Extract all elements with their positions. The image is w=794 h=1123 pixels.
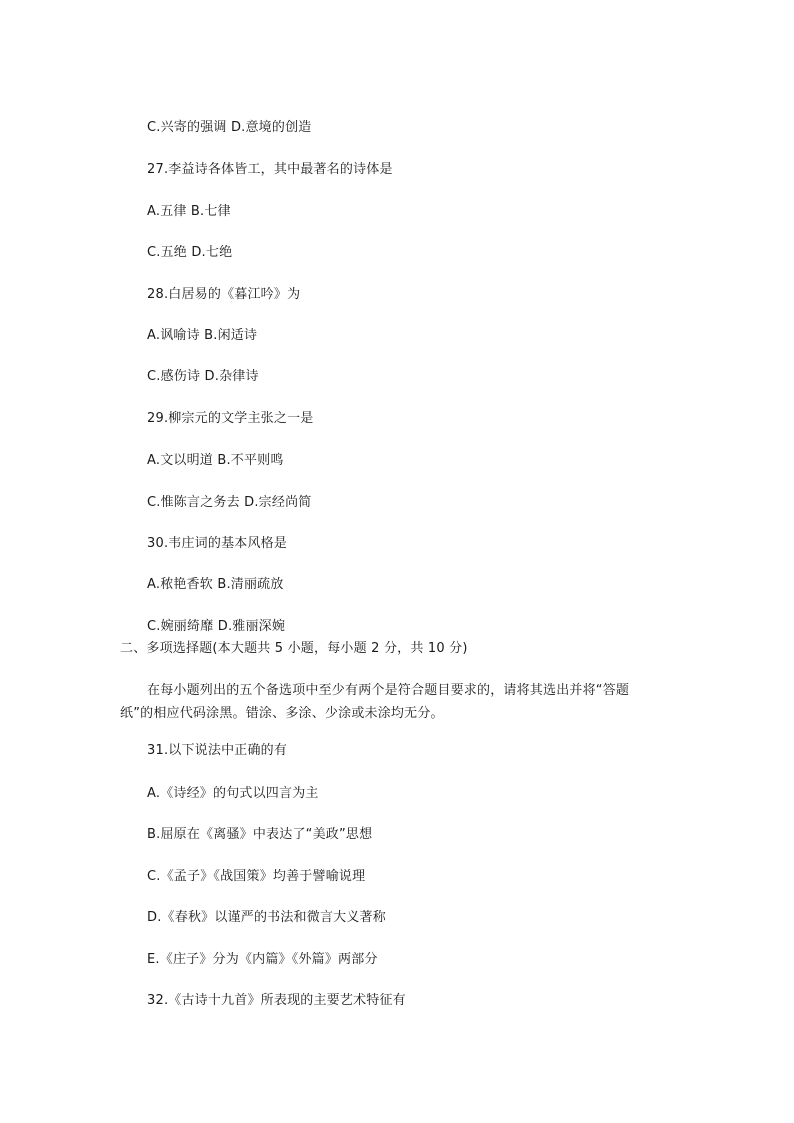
- option-line: A.讽喻诗 B.闲适诗: [147, 328, 258, 343]
- question-30: 30.韦庄词的基本风格是: [147, 536, 288, 551]
- option-line: D.《春秋》以谨严的书法和微言大义著称: [147, 910, 386, 925]
- question-28: 28.白居易的《暮江吟》为: [147, 287, 301, 302]
- option-line: B.屈原在《离骚》中表达了“美政”思想: [147, 827, 373, 842]
- question-32: 32.《古诗十九首》所表现的主要艺术特征有: [147, 993, 406, 1008]
- question-29: 29.柳宗元的文学主张之一是: [147, 411, 314, 426]
- option-line: A.秾艳香软 B.清丽疏放: [147, 577, 284, 592]
- option-line: A.文以明道 B.不平则鸣: [147, 453, 284, 468]
- option-line: C.《孟子》《战国策》均善于譬喻说理: [147, 869, 366, 884]
- question-27: 27.李益诗各体皆工，其中最著名的诗体是: [147, 162, 393, 177]
- question-31: 31.以下说法中正确的有: [147, 743, 288, 758]
- option-line: C.惟陈言之务去 D.宗经尚简: [147, 495, 312, 510]
- option-line: A.《诗经》的句式以四言为主: [147, 786, 319, 801]
- option-line: C.兴寄的强调 D.意境的创造: [147, 120, 312, 135]
- option-line: C.五绝 D.七绝: [147, 245, 233, 260]
- option-line: A.五律 B.七律: [147, 204, 231, 219]
- option-line: E.《庄子》分为《内篇》《外篇》两部分: [147, 952, 378, 967]
- option-line: C.感伤诗 D.杂律诗: [147, 369, 259, 384]
- option-line: C.婉丽绮靡 D.雅丽深婉: [147, 619, 286, 634]
- section-title: 二、多项选择题(本大题共 5 小题，每小题 2 分，共 10 分): [120, 641, 468, 656]
- section-instruction: 在每小题列出的五个备选项中至少有两个是符合题目要求的，请将其选出并将“答题纸”的相应代码涂黑。错涂、多涂、少涂或未涂均无分。: [120, 683, 630, 721]
